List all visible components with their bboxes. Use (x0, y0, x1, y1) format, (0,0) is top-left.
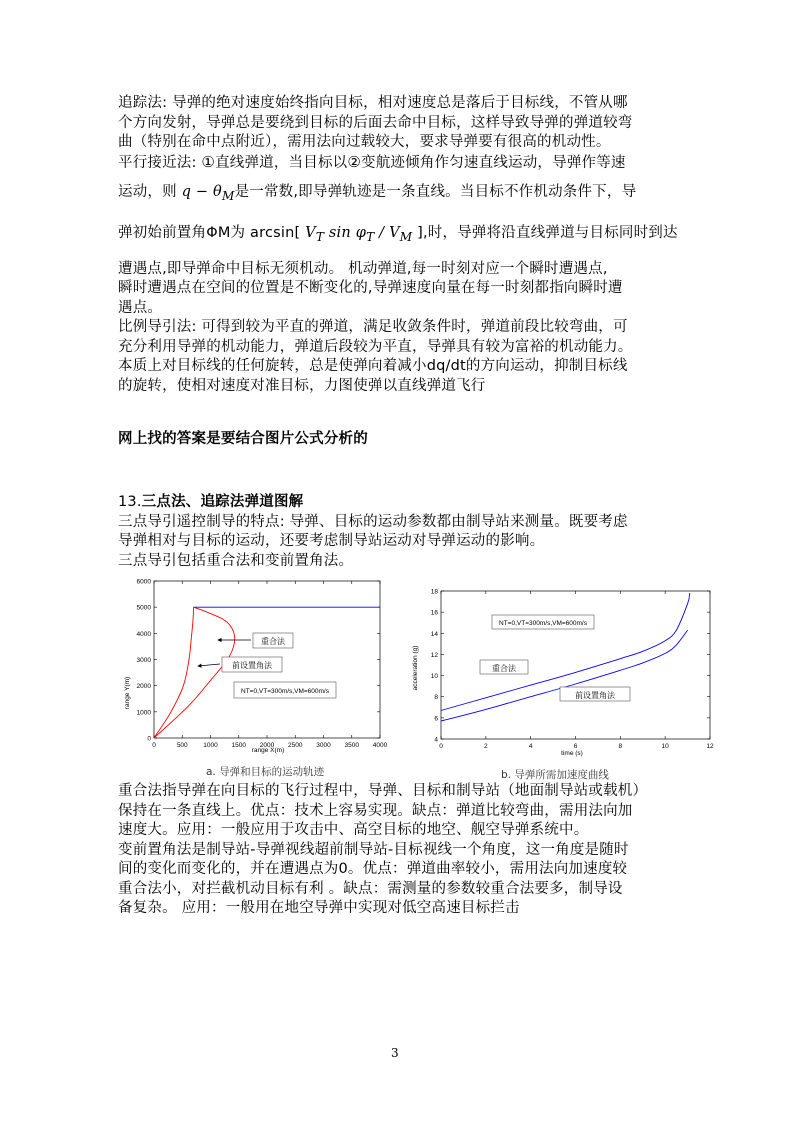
params-label: NT=0,VT=300m/s,VM=600m/s (241, 688, 329, 695)
chart-trajectory (118, 574, 393, 756)
note-heading: 网上找的答案是要结合图片公式分析的 (118, 431, 368, 447)
x-tick-label: 6 (573, 743, 578, 750)
text-line: 充分利用导弹的机动能力，弹道后段较为平直，导弹具有较为富裕的机动能力。 (118, 338, 633, 355)
formula: / V (374, 225, 400, 242)
text-line: 保持在一条直线上。优点：技术上容易实现。缺点：弹道比较弯曲，需用法向加 (118, 802, 633, 819)
legend-box-coincide (480, 660, 528, 674)
x-tick-label: 1000 (203, 742, 218, 749)
formula-subscript: M (399, 230, 413, 245)
text-run: 运动，则 (118, 184, 182, 200)
text-line: 导弹相对与目标的运动，还要考虑制导站运动对导弹运动的影响。 (118, 533, 545, 549)
text-line: 的旋转，使相对速度对准目标，力图使弹以直线弹道飞行 (118, 377, 486, 394)
x-tick-label: 2 (484, 743, 488, 750)
text-line (118, 153, 678, 174)
series-line-2 (154, 607, 194, 738)
y-tick-label: 0 (147, 735, 151, 743)
y-axis-label: range Y(m) (124, 676, 131, 710)
text-run: 直线弹道，当目标以 (215, 154, 348, 171)
x-tick-label: 3500 (344, 742, 359, 749)
x-tick-label: 0 (152, 742, 156, 749)
text-run: 平行接近法: (118, 154, 202, 171)
circled-number: ① (201, 152, 216, 171)
text-line: 速度大。应用：一般应用于攻击中、高空目标的地空、舰空导弹系统中。 (118, 822, 589, 838)
text-line: 重合法小，对拦截机动目标有利 。缺点：需测量的参数较重合法要多，制导设 (118, 880, 623, 897)
text-line: 间的变化而变化的，并在遭遇点为0。优点：弹道曲率较小，需用法向加速度较 (118, 861, 628, 877)
series-line-1 (154, 607, 235, 738)
y-tick-label: 6 (434, 715, 438, 723)
params-box (492, 615, 594, 629)
y-tick-label: 5000 (136, 604, 151, 612)
figure-b-caption: b. 导弹所需加速度曲线 (501, 769, 609, 781)
x-tick-label: 4 (528, 743, 533, 750)
text-run: 变航迹倾角作匀速直线运动，导弹作等速 (361, 154, 626, 171)
x-tick-label: 2000 (259, 742, 275, 749)
x-tick-label: 4000 (372, 742, 388, 749)
x-tick-label: 500 (176, 742, 188, 749)
text-run: ],时，导弹将沿直线弹道与目标同时到达 (412, 225, 678, 242)
legend-box-lead (560, 687, 630, 701)
text-line: 曲（特别在命中点附近），需用法向过载较大，要求导弹要有很高的机动性。 (118, 134, 611, 150)
x-tick-label: 3000 (316, 742, 331, 749)
text-line: 备复杂。 应用：一般用在地空导弹中实现对低空高速目标拦击 (118, 900, 520, 916)
text-line: 比例导引法: 可得到较为平直的弹道，满足收敛条件时，弹道前段比较弯曲，可 (118, 319, 628, 336)
text-line: 遇点。 (118, 299, 163, 316)
x-tick-label: 2500 (288, 742, 303, 749)
y-axis-label: acceleration (g) (412, 645, 419, 691)
text-line: 三点导引遥控制导的特点: 导弹、目标的运动参数都由制导站来测量。既要考虑 (118, 513, 628, 530)
text-line (118, 183, 678, 206)
y-tick-label: 6000 (136, 578, 151, 586)
text-line (118, 224, 678, 247)
formula: q − θ (181, 184, 222, 200)
text-line: 瞬时遭遇点在空间的位置是不断变化的,导弹速度向量在每一时刻都指向瞬时遭 (118, 280, 623, 297)
legend-label-lead: 前设置角法 (232, 661, 272, 670)
y-tick-label: 1000 (136, 709, 151, 717)
text-line: 重合法指导弹在向目标的飞行过程中，导弹、目标和制导站（地面制导站或载机） (118, 783, 648, 799)
text-line: 个方向发射，导弹总是要绕到目标的后面去命中目标，这样导致导弹的弹道较弯 (118, 114, 633, 131)
y-tick-label: 8 (434, 694, 438, 702)
text-line: 三点导引包括重合法和变前置角法。 (118, 552, 354, 569)
figure-a-caption: a. 导弹和目标的运动轨迹 (206, 766, 325, 778)
circled-number: ② (347, 152, 362, 171)
paragraph-pursuit-parallel (118, 94, 678, 396)
chart-acceleration (407, 584, 719, 759)
x-tick-label: 8 (618, 743, 623, 750)
text-line: 变前置角法是制导站-导弹视线超前制导站-目标视线一个角度，这一角度是随时 (118, 841, 629, 858)
chart-ticks (431, 589, 714, 751)
page-number: 3 (391, 1046, 399, 1060)
x-axis-label: range X(m) (251, 747, 285, 754)
y-tick-label: 14 (430, 630, 438, 638)
arrow-lead (198, 664, 220, 666)
formula-subscript: M (222, 188, 235, 203)
formula: V (305, 225, 316, 242)
y-tick-label: 12 (430, 651, 438, 659)
y-tick-label: 2000 (136, 683, 151, 691)
text-line: 追踪法: 导弹的绝对速度始终指向目标，相对速度总是落后于目标线，不管从哪 (118, 95, 628, 111)
legend-box-lead (222, 657, 282, 672)
legend-label-lead: 前设置角法 (575, 691, 615, 700)
params-box (234, 682, 336, 698)
y-tick-label: 4000 (136, 630, 151, 638)
formula: sin φ (324, 225, 367, 242)
x-tick-label: 0 (439, 743, 443, 750)
y-tick-label: 10 (430, 673, 438, 681)
section-heading (118, 493, 678, 513)
formula-subscript: T (315, 230, 325, 245)
x-tick-label: 10 (661, 743, 669, 750)
y-tick-label: 4 (434, 736, 438, 744)
section-13 (118, 493, 678, 571)
formula-subscript: T (366, 230, 375, 245)
section-title: 三点法、追踪法弹道图解 (141, 494, 304, 510)
paragraph-three-point-methods (118, 782, 678, 919)
y-tick-label: 3000 (136, 657, 151, 664)
legend-label-coincide: 重合法 (261, 637, 285, 646)
text-line: 遭遇点,即导弹命中目标无须机动。 机动弹道,每一时刻对应一个瞬时遭遇点, (118, 260, 608, 277)
y-tick-label: 16 (430, 609, 438, 617)
legend-box-coincide (253, 633, 293, 648)
legend-label-coincide: 重合法 (492, 664, 516, 673)
text-run: 是一常数,即导弹轨迹是一条直线。当目标不作机动条件下，导 (234, 184, 637, 200)
section-number: 13. (118, 494, 142, 510)
text-run: 弹初始前置角ΦM为 arcsin[ (118, 225, 306, 242)
x-tick-label: 1500 (231, 742, 246, 749)
y-tick-label: 18 (430, 588, 438, 596)
text-line: 本质上对目标线的任何旋转，总是使弹向着减小dq/dt的方向运动，抑制目标线 (118, 358, 628, 375)
chart-lines (441, 593, 690, 721)
chart-lines (154, 607, 380, 738)
x-axis-label: time (s) (561, 750, 583, 757)
params-label: NT=0,VT=300m/s,VM=600m/s (499, 620, 587, 627)
x-tick-label: 12 (706, 743, 714, 750)
